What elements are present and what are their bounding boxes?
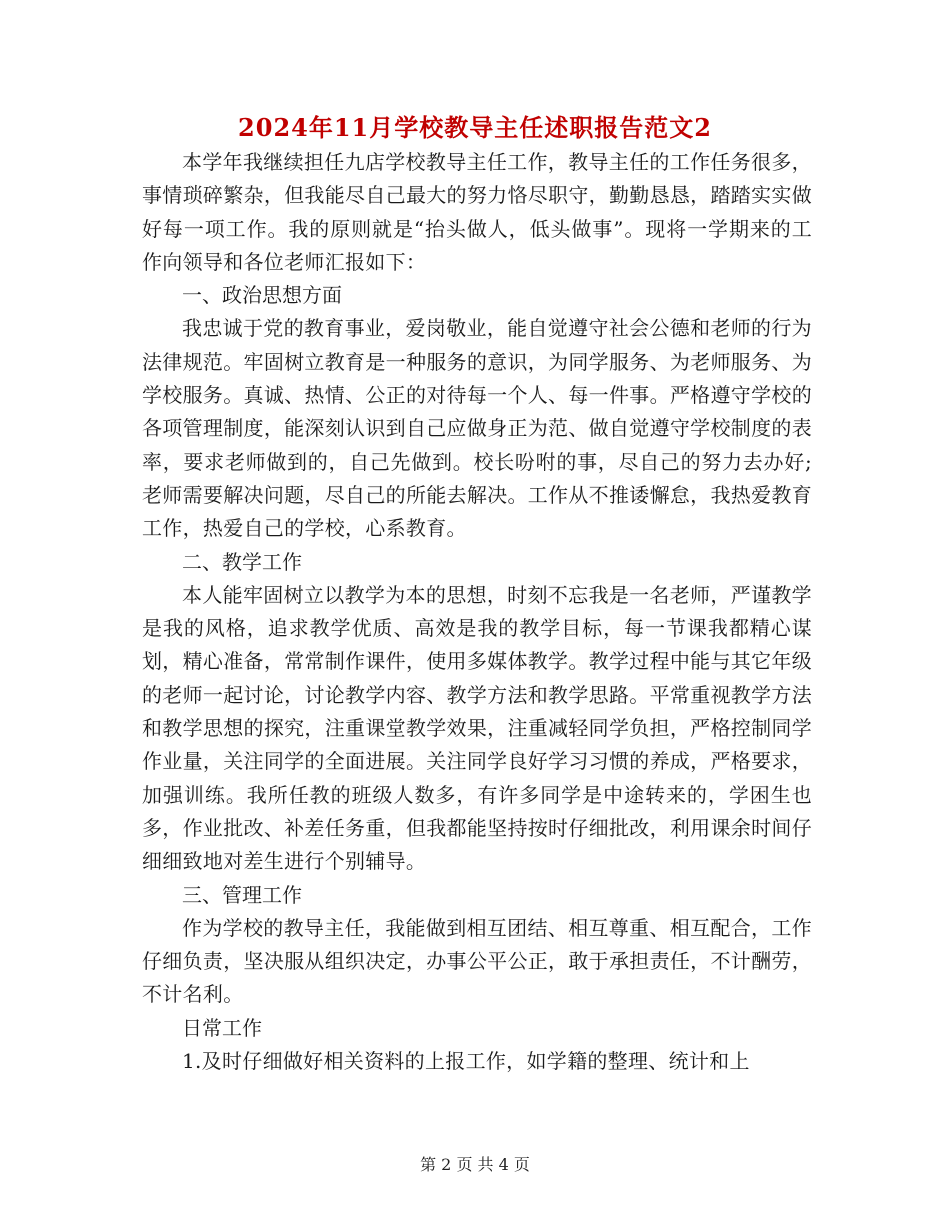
section-heading-management: 三、管理工作 — [182, 882, 302, 907]
daily-work-item-1: 1.及时仔细做好相关资料的上报工作，如学籍的整理、统计和上 — [182, 1049, 750, 1074]
section-heading-teaching: 二、教学工作 — [182, 549, 302, 574]
section-heading-political: 一、政治思想方面 — [182, 283, 342, 308]
section-heading-daily-work: 日常工作 — [182, 1015, 262, 1040]
document-body — [142, 146, 812, 1078]
document-title: 2024年11月学校教导主任述职报告范文2 — [238, 113, 712, 142]
section-paragraph-political: 我忠诚于党的教育事业，爱岗敬业，能自觉遵守社会公德和老师的行为法律规范。牢固树立教育是一种服务的意识，为同学服务、为老师服务、为学校服务。真诚、热情、公正的对待每一个人、每一件事。严格遵守学校的各项管理制度，能深刻认识到自己应做身正为范、做自觉遵守学校制度的表率，要求老师做到的，自己先做到。校长吩咐的事，尽自己的努力去办好;老师需要解决问题，尽自己的所能去解决。工作从不推诿懈怠，我热爱教育工作，热爱自己的学校，心系教育。 — [142, 316, 812, 541]
intro-paragraph: 本学年我继续担任九店学校教导主任工作，教导主任的工作任务很多，事情琐碎繁杂，但我能尽自己最大的努力恪尽职守，勤勤恳恳，踏踏实实做好每一项工作。我的原则就是“抬头做人，低头做事”。现将一学期来的工作向领导和各位老师汇报如下： — [142, 150, 812, 274]
section-paragraph-teaching: 本人能牢固树立以教学为本的思想，时刻不忘我是一名老师，严谨教学是我的风格，追求教学优质、高效是我的教学目标，每一节课我都精心谋划，精心准备，常常制作课件，使用多媒体教学。教学过程中能与其它年级的老师一起讨论，讨论教学内容、教学方法和教学思路。平常重视教学方法和教学思想的探究，注重课堂教学效果，注重减轻同学负担，严格控制同学作业量，关注同学的全面进展。关注同学良好学习习惯的养成，严格要求，加强训练。我所任教的班级人数多，有许多同学是中途转来的，学困生也多，作业批改、补差任务重，但我都能坚持按时仔细批改，利用课余时间仔细细致地对差生进行个别辅导。 — [142, 582, 812, 874]
page-number-footer: 第 2 页 共 4 页 — [420, 1155, 530, 1174]
section-paragraph-management: 作为学校的教导主任，我能做到相互团结、相互尊重、相互配合，工作仔细负责，坚决服从组织决定，办事公平公正，敢于承担责任，不计酬劳，不计名利。 — [142, 915, 812, 1007]
